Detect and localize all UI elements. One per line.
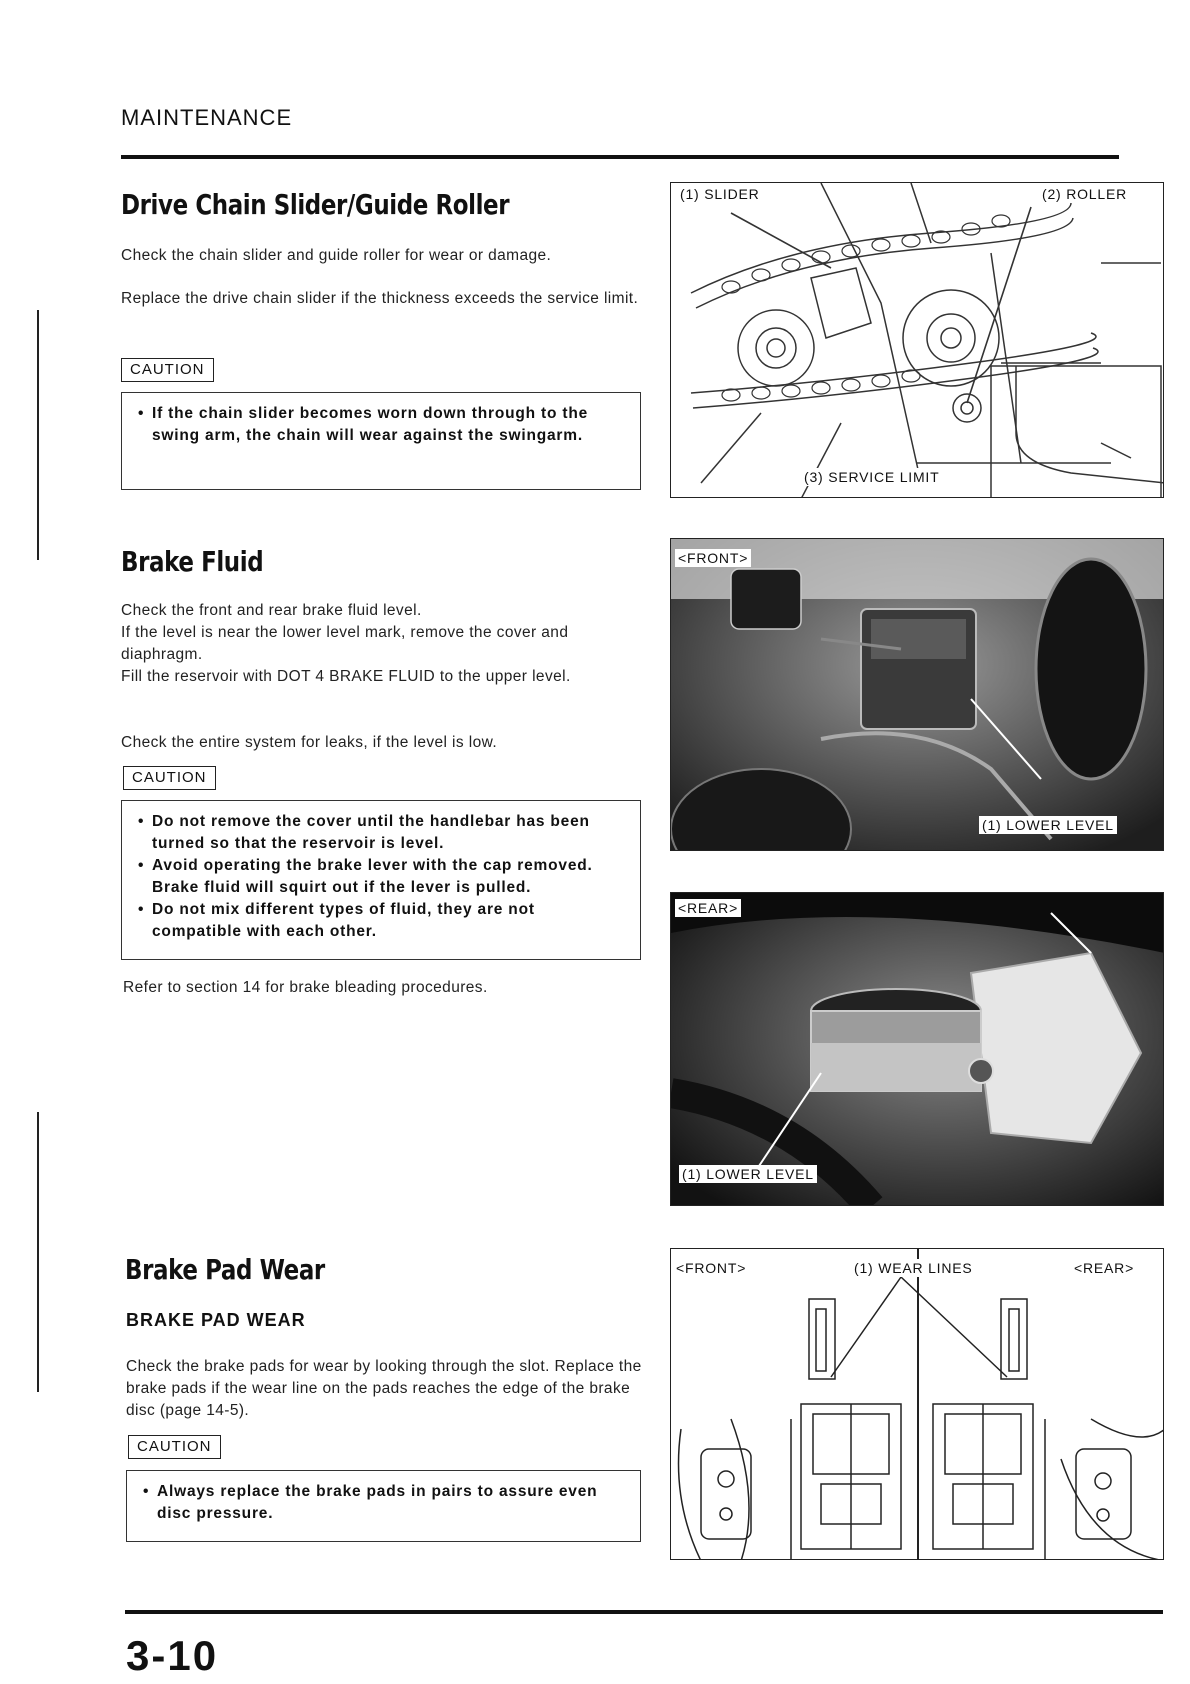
margin-change-bar-top <box>37 310 39 560</box>
chain-caution-tag: CAUTION <box>121 358 214 382</box>
front-reservoir-photo <box>670 538 1164 851</box>
rear-view-label: <REAR> <box>675 899 741 917</box>
pad-front-label: <FRONT> <box>673 1259 749 1277</box>
brake-pad-caution-tag: CAUTION <box>128 1435 221 1459</box>
brake-pad-caution-item: • Always replace the brake pads in pairs to assure even disc pressure. <box>143 1481 626 1525</box>
brake-fluid-section-title: Brake Fluid <box>121 545 264 578</box>
brake-pad-wear-drawing <box>671 1249 1164 1560</box>
chain-paragraph-1: Check the chain slider and guide roller for wear or damage. <box>121 247 552 264</box>
roller-label: (2) ROLLER <box>1039 185 1130 203</box>
front-reservoir-photo-image <box>671 539 1164 851</box>
brake-pad-section-title: Brake Pad Wear <box>125 1253 325 1286</box>
brake-fluid-caution-tag: CAUTION <box>123 766 216 790</box>
margin-change-bar-bottom <box>37 1112 39 1392</box>
brake-pad-caution-box <box>126 1470 641 1542</box>
front-lower-level-label: (1) LOWER LEVEL <box>979 816 1117 834</box>
chain-paragraph-2: Replace the drive chain slider if the thickness exceeds the service limit. <box>121 290 639 307</box>
page-number: 3-10 <box>126 1632 219 1679</box>
chain-caution-box <box>121 392 641 490</box>
chain-slider-figure <box>670 182 1164 498</box>
brake-pad-subtitle: BRAKE PAD WEAR <box>126 1310 306 1330</box>
brake-bleeding-note: Refer to section 14 for brake bleading procedures. <box>123 979 488 996</box>
chain-slider-drawing <box>671 183 1164 498</box>
slider-label: (1) SLIDER <box>677 185 763 203</box>
brake-fluid-paragraph-1: Check the front and rear brake fluid level. <box>121 602 422 619</box>
footer-rule <box>125 1610 1163 1614</box>
rear-reservoir-photo-image <box>671 893 1164 1206</box>
brake-fluid-paragraph-4: Check the entire system for leaks, if the level is low. <box>121 734 498 751</box>
pad-rear-label: <REAR> <box>1071 1259 1137 1277</box>
front-view-label: <FRONT> <box>675 549 751 567</box>
brake-pad-paragraph: Check the brake pads for wear by looking through the slot. Replace the brake pads if the wear line on the pads reaches the edge of the brake disc (page 14-5). <box>126 1358 642 1419</box>
brake-fluid-caution-item: • Do not mix different types of fluid, they are not compatible with each other. <box>138 899 626 943</box>
wear-lines-label: (1) WEAR LINES <box>851 1259 976 1277</box>
brake-pad-wear-figure <box>670 1248 1164 1560</box>
rear-lower-level-label: (1) LOWER LEVEL <box>679 1165 817 1183</box>
rear-reservoir-photo <box>670 892 1164 1206</box>
brake-fluid-paragraph-2: If the level is near the lower level mark, remove the cover and diaphragm. <box>121 624 569 663</box>
brake-fluid-caution-box <box>121 800 641 960</box>
section-header: MAINTENANCE <box>121 105 293 130</box>
brake-fluid-caution-item: • Do not remove the cover until the handlebar has been turned so that the reservoir is level. <box>138 811 626 855</box>
service-limit-label: (3) SERVICE LIMIT <box>801 468 942 486</box>
header-rule <box>121 155 1119 159</box>
brake-fluid-paragraph-3: Fill the reservoir with DOT 4 BRAKE FLUID to the upper level. <box>121 668 571 685</box>
chain-caution-item: • If the chain slider becomes worn down through to the swing arm, the chain will wear against the swingarm. <box>138 403 626 447</box>
chain-section-title: Drive Chain Slider/Guide Roller <box>121 188 510 221</box>
brake-fluid-caution-item: • Avoid operating the brake lever with the cap removed. Brake fluid will squirt out if the lever is pulled. <box>138 855 626 899</box>
